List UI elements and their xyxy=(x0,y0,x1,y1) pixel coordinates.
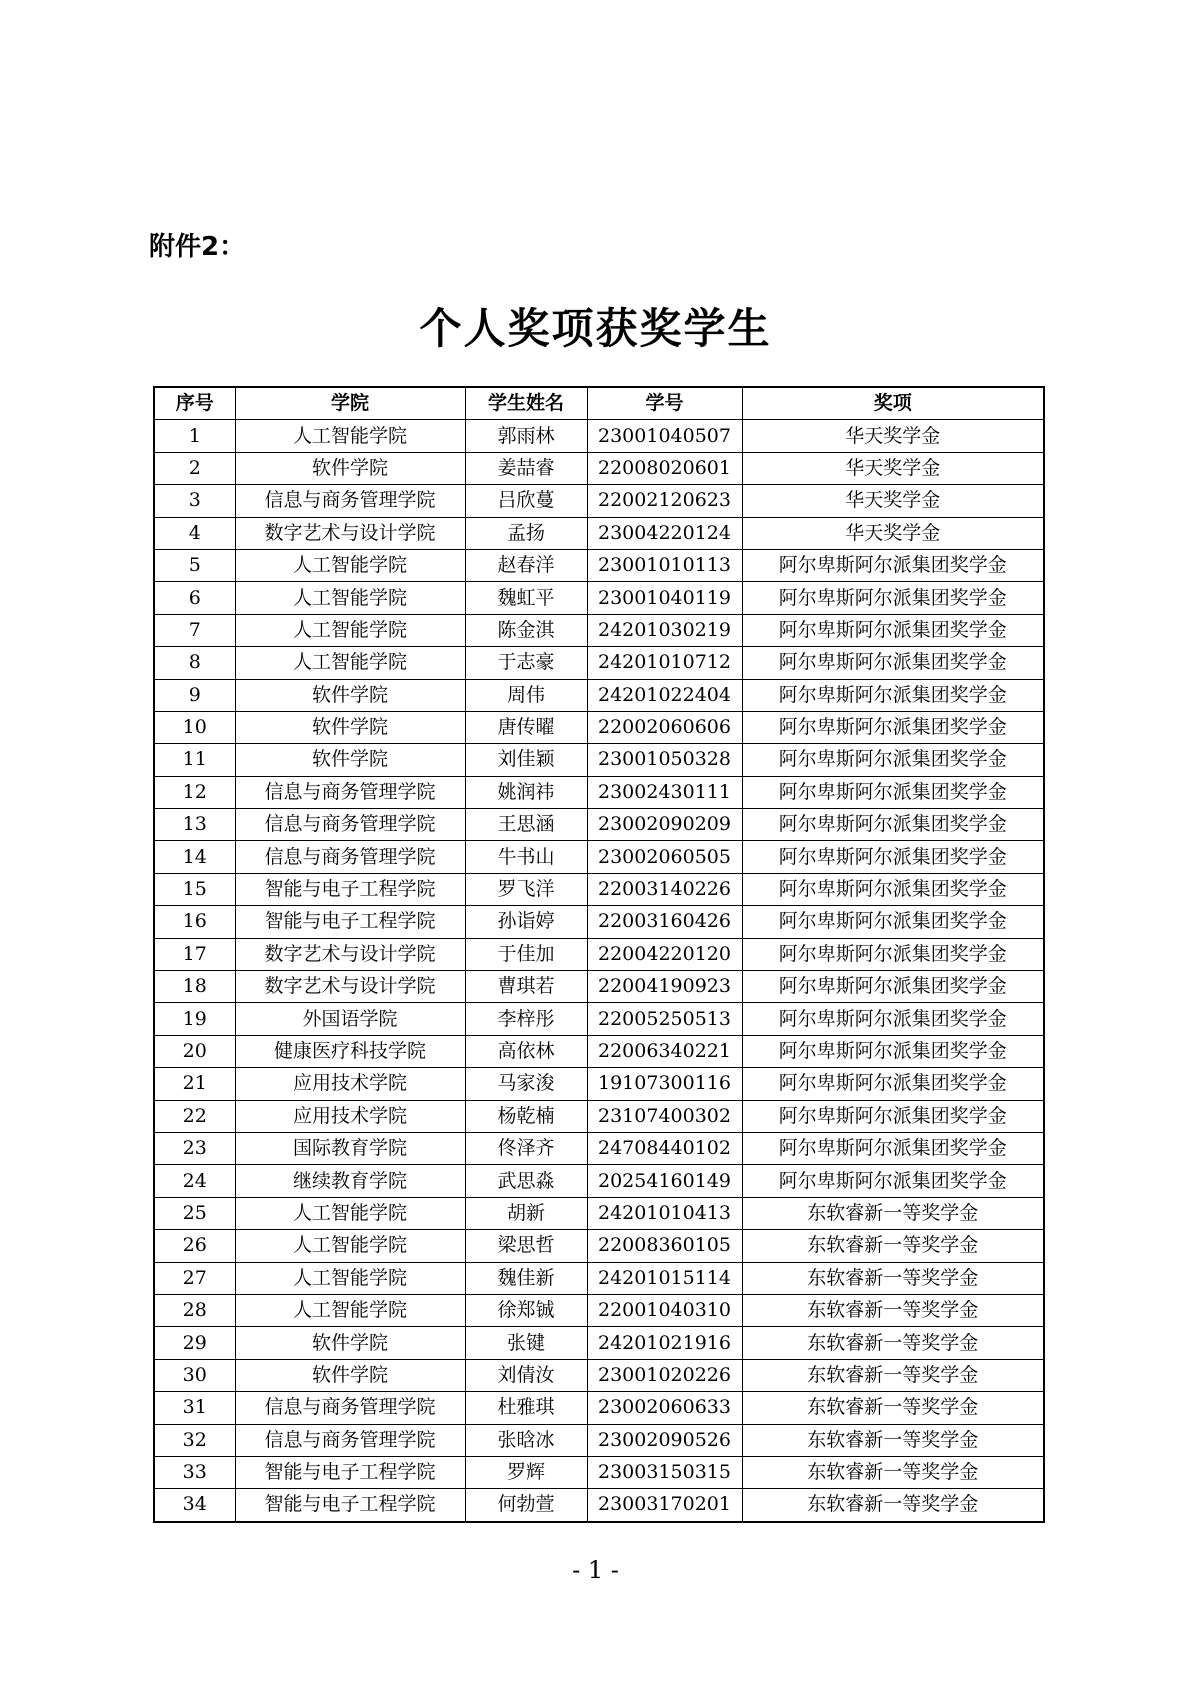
cell-award: 阿尔卑斯阿尔派集团奖学金 xyxy=(742,614,1044,646)
cell-index: 17 xyxy=(154,938,235,970)
cell-award: 阿尔卑斯阿尔派集团奖学金 xyxy=(742,906,1044,938)
cell-student-name: 吕欣蔓 xyxy=(465,485,587,517)
cell-student-id: 20254160149 xyxy=(587,1165,742,1197)
cell-college: 人工智能学院 xyxy=(235,647,465,679)
cell-student-name: 马家浚 xyxy=(465,1068,587,1100)
cell-award: 东软睿新一等奖学金 xyxy=(742,1327,1044,1359)
cell-award: 东软睿新一等奖学金 xyxy=(742,1424,1044,1456)
cell-index: 1 xyxy=(154,420,235,452)
cell-college: 应用技术学院 xyxy=(235,1068,465,1100)
cell-award: 东软睿新一等奖学金 xyxy=(742,1262,1044,1294)
cell-student-name: 杜雅琪 xyxy=(465,1392,587,1424)
cell-student-name: 王思涵 xyxy=(465,809,587,841)
cell-college: 软件学院 xyxy=(235,679,465,711)
cell-college: 人工智能学院 xyxy=(235,1197,465,1229)
cell-student-id: 23001050328 xyxy=(587,744,742,776)
cell-student-name: 周伟 xyxy=(465,679,587,711)
cell-award: 阿尔卑斯阿尔派集团奖学金 xyxy=(742,1165,1044,1197)
cell-student-name: 李梓彤 xyxy=(465,1003,587,1035)
cell-award: 阿尔卑斯阿尔派集团奖学金 xyxy=(742,1035,1044,1067)
cell-student-name: 姜喆睿 xyxy=(465,452,587,484)
cell-index: 26 xyxy=(154,1230,235,1262)
table-row xyxy=(154,485,1044,517)
cell-student-name: 胡新 xyxy=(465,1197,587,1229)
table-row xyxy=(154,1327,1044,1359)
table-row xyxy=(154,1262,1044,1294)
cell-index: 20 xyxy=(154,1035,235,1067)
cell-index: 5 xyxy=(154,549,235,581)
table-row xyxy=(154,647,1044,679)
cell-student-id: 23107400302 xyxy=(587,1100,742,1132)
cell-student-name: 陈金淇 xyxy=(465,614,587,646)
cell-index: 12 xyxy=(154,776,235,808)
cell-student-id: 19107300116 xyxy=(587,1068,742,1100)
cell-award: 阿尔卑斯阿尔派集团奖学金 xyxy=(742,744,1044,776)
table-row xyxy=(154,1035,1044,1067)
cell-student-id: 22005250513 xyxy=(587,1003,742,1035)
attachment-label: 附件2： xyxy=(149,232,246,262)
cell-index: 10 xyxy=(154,711,235,743)
cell-student-name: 刘倩汝 xyxy=(465,1359,587,1391)
cell-student-name: 杨乾楠 xyxy=(465,1100,587,1132)
table-row xyxy=(154,517,1044,549)
cell-student-name: 于志豪 xyxy=(465,647,587,679)
cell-student-id: 23001040507 xyxy=(587,420,742,452)
cell-college: 人工智能学院 xyxy=(235,420,465,452)
cell-index: 4 xyxy=(154,517,235,549)
cell-college: 信息与商务管理学院 xyxy=(235,485,465,517)
cell-student-name: 罗飞洋 xyxy=(465,873,587,905)
cell-college: 数字艺术与设计学院 xyxy=(235,971,465,1003)
cell-student-id: 22002060606 xyxy=(587,711,742,743)
cell-index: 24 xyxy=(154,1165,235,1197)
cell-college: 智能与电子工程学院 xyxy=(235,1456,465,1488)
cell-index: 21 xyxy=(154,1068,235,1100)
header-award: 奖项 xyxy=(742,387,1044,420)
cell-college: 软件学院 xyxy=(235,1359,465,1391)
cell-college: 软件学院 xyxy=(235,711,465,743)
table-row xyxy=(154,1392,1044,1424)
cell-award: 阿尔卑斯阿尔派集团奖学金 xyxy=(742,873,1044,905)
cell-college: 软件学院 xyxy=(235,452,465,484)
cell-student-id: 23003170201 xyxy=(587,1489,742,1522)
cell-index: 28 xyxy=(154,1294,235,1326)
cell-award: 阿尔卑斯阿尔派集团奖学金 xyxy=(742,1132,1044,1164)
cell-student-id: 23004220124 xyxy=(587,517,742,549)
cell-college: 人工智能学院 xyxy=(235,1230,465,1262)
cell-index: 7 xyxy=(154,614,235,646)
table-row xyxy=(154,938,1044,970)
cell-award: 东软睿新一等奖学金 xyxy=(742,1197,1044,1229)
cell-index: 11 xyxy=(154,744,235,776)
cell-award: 阿尔卑斯阿尔派集团奖学金 xyxy=(742,1003,1044,1035)
cell-award: 东软睿新一等奖学金 xyxy=(742,1392,1044,1424)
cell-student-id: 23002060633 xyxy=(587,1392,742,1424)
cell-award: 阿尔卑斯阿尔派集团奖学金 xyxy=(742,1068,1044,1100)
cell-student-id: 22002120623 xyxy=(587,485,742,517)
cell-student-name: 牛书山 xyxy=(465,841,587,873)
cell-award: 东软睿新一等奖学金 xyxy=(742,1230,1044,1262)
cell-award: 华天奖学金 xyxy=(742,485,1044,517)
cell-student-id: 23002430111 xyxy=(587,776,742,808)
cell-award: 阿尔卑斯阿尔派集团奖学金 xyxy=(742,647,1044,679)
cell-student-name: 唐传曜 xyxy=(465,711,587,743)
cell-student-id: 24201015114 xyxy=(587,1262,742,1294)
cell-student-id: 23001010113 xyxy=(587,549,742,581)
cell-award: 阿尔卑斯阿尔派集团奖学金 xyxy=(742,1100,1044,1132)
header-college: 学院 xyxy=(235,387,465,420)
cell-student-id: 24201030219 xyxy=(587,614,742,646)
cell-college: 信息与商务管理学院 xyxy=(235,1424,465,1456)
cell-award: 东软睿新一等奖学金 xyxy=(742,1456,1044,1488)
table-row xyxy=(154,1165,1044,1197)
cell-college: 软件学院 xyxy=(235,744,465,776)
cell-college: 软件学院 xyxy=(235,1327,465,1359)
table-row xyxy=(154,1197,1044,1229)
cell-student-id: 23002060505 xyxy=(587,841,742,873)
cell-college: 人工智能学院 xyxy=(235,614,465,646)
cell-student-id: 22008360105 xyxy=(587,1230,742,1262)
cell-student-name: 高依林 xyxy=(465,1035,587,1067)
cell-college: 智能与电子工程学院 xyxy=(235,906,465,938)
cell-student-name: 刘佳颖 xyxy=(465,744,587,776)
cell-college: 信息与商务管理学院 xyxy=(235,776,465,808)
cell-student-name: 张键 xyxy=(465,1327,587,1359)
cell-college: 继续教育学院 xyxy=(235,1165,465,1197)
header-student-id: 学号 xyxy=(587,387,742,420)
cell-student-name: 张晗冰 xyxy=(465,1424,587,1456)
cell-award: 华天奖学金 xyxy=(742,517,1044,549)
cell-student-id: 24201010712 xyxy=(587,647,742,679)
cell-index: 29 xyxy=(154,1327,235,1359)
cell-index: 27 xyxy=(154,1262,235,1294)
cell-student-id: 22008020601 xyxy=(587,452,742,484)
table-row xyxy=(154,841,1044,873)
cell-student-name: 孙诣婷 xyxy=(465,906,587,938)
cell-student-name: 于佳加 xyxy=(465,938,587,970)
table-row xyxy=(154,776,1044,808)
cell-award: 阿尔卑斯阿尔派集团奖学金 xyxy=(742,679,1044,711)
cell-student-id: 22006340221 xyxy=(587,1035,742,1067)
cell-student-name: 姚润祎 xyxy=(465,776,587,808)
cell-index: 19 xyxy=(154,1003,235,1035)
cell-index: 33 xyxy=(154,1456,235,1488)
cell-student-name: 罗辉 xyxy=(465,1456,587,1488)
cell-student-name: 曹琪若 xyxy=(465,971,587,1003)
cell-college: 人工智能学院 xyxy=(235,1294,465,1326)
header-index: 序号 xyxy=(154,387,235,420)
award-students-table xyxy=(153,386,1045,1523)
cell-student-id: 24708440102 xyxy=(587,1132,742,1164)
cell-college: 人工智能学院 xyxy=(235,1262,465,1294)
table-row xyxy=(154,873,1044,905)
cell-student-id: 22001040310 xyxy=(587,1294,742,1326)
cell-student-id: 24201021916 xyxy=(587,1327,742,1359)
cell-index: 8 xyxy=(154,647,235,679)
table-row xyxy=(154,1003,1044,1035)
cell-college: 信息与商务管理学院 xyxy=(235,1392,465,1424)
cell-student-id: 23002090526 xyxy=(587,1424,742,1456)
cell-index: 15 xyxy=(154,873,235,905)
cell-college: 人工智能学院 xyxy=(235,582,465,614)
cell-award: 阿尔卑斯阿尔派集团奖学金 xyxy=(742,711,1044,743)
cell-student-name: 魏虹平 xyxy=(465,582,587,614)
table-row xyxy=(154,809,1044,841)
table-row xyxy=(154,549,1044,581)
cell-college: 信息与商务管理学院 xyxy=(235,841,465,873)
cell-student-name: 徐郑铖 xyxy=(465,1294,587,1326)
table-row xyxy=(154,1359,1044,1391)
table-row xyxy=(154,1294,1044,1326)
cell-student-id: 23002090209 xyxy=(587,809,742,841)
table-row xyxy=(154,420,1044,452)
cell-college: 应用技术学院 xyxy=(235,1100,465,1132)
cell-college: 数字艺术与设计学院 xyxy=(235,517,465,549)
cell-college: 人工智能学院 xyxy=(235,549,465,581)
cell-student-name: 郭雨林 xyxy=(465,420,587,452)
cell-student-id: 22003160426 xyxy=(587,906,742,938)
cell-college: 智能与电子工程学院 xyxy=(235,873,465,905)
table-row xyxy=(154,1068,1044,1100)
cell-award: 阿尔卑斯阿尔派集团奖学金 xyxy=(742,809,1044,841)
cell-student-name: 梁思哲 xyxy=(465,1230,587,1262)
header-student-name: 学生姓名 xyxy=(465,387,587,420)
table-row xyxy=(154,679,1044,711)
cell-student-id: 24201022404 xyxy=(587,679,742,711)
cell-index: 6 xyxy=(154,582,235,614)
page-title: 个人奖项获奖学生 xyxy=(419,304,772,353)
cell-index: 34 xyxy=(154,1489,235,1522)
cell-index: 23 xyxy=(154,1132,235,1164)
table-body xyxy=(154,420,1044,1522)
cell-student-name: 武思淼 xyxy=(465,1165,587,1197)
cell-college: 信息与商务管理学院 xyxy=(235,809,465,841)
cell-award: 阿尔卑斯阿尔派集团奖学金 xyxy=(742,776,1044,808)
table-row xyxy=(154,1424,1044,1456)
cell-student-id: 22004190923 xyxy=(587,971,742,1003)
cell-college: 健康医疗科技学院 xyxy=(235,1035,465,1067)
cell-award: 东软睿新一等奖学金 xyxy=(742,1294,1044,1326)
table-row xyxy=(154,614,1044,646)
cell-index: 16 xyxy=(154,906,235,938)
cell-index: 14 xyxy=(154,841,235,873)
table-row xyxy=(154,1456,1044,1488)
cell-index: 13 xyxy=(154,809,235,841)
cell-student-id: 23003150315 xyxy=(587,1456,742,1488)
table-row xyxy=(154,1230,1044,1262)
table-row xyxy=(154,1132,1044,1164)
cell-award: 阿尔卑斯阿尔派集团奖学金 xyxy=(742,971,1044,1003)
cell-student-name: 何勃萱 xyxy=(465,1489,587,1522)
cell-college: 智能与电子工程学院 xyxy=(235,1489,465,1522)
cell-award: 阿尔卑斯阿尔派集团奖学金 xyxy=(742,549,1044,581)
cell-index: 18 xyxy=(154,971,235,1003)
cell-award: 东软睿新一等奖学金 xyxy=(742,1489,1044,1522)
cell-student-id: 23001040119 xyxy=(587,582,742,614)
cell-award: 阿尔卑斯阿尔派集团奖学金 xyxy=(742,582,1044,614)
cell-award: 华天奖学金 xyxy=(742,420,1044,452)
cell-award: 阿尔卑斯阿尔派集团奖学金 xyxy=(742,938,1044,970)
cell-college: 数字艺术与设计学院 xyxy=(235,938,465,970)
cell-college: 国际教育学院 xyxy=(235,1132,465,1164)
table-row xyxy=(154,1100,1044,1132)
cell-award: 阿尔卑斯阿尔派集团奖学金 xyxy=(742,841,1044,873)
table-row xyxy=(154,906,1044,938)
cell-student-id: 22004220120 xyxy=(587,938,742,970)
cell-index: 22 xyxy=(154,1100,235,1132)
table-header-row xyxy=(154,387,1044,420)
cell-index: 30 xyxy=(154,1359,235,1391)
table-row xyxy=(154,971,1044,1003)
table-row xyxy=(154,452,1044,484)
cell-award: 华天奖学金 xyxy=(742,452,1044,484)
cell-award: 东软睿新一等奖学金 xyxy=(742,1359,1044,1391)
page-number: - 1 - xyxy=(572,1556,619,1584)
cell-student-id: 22003140226 xyxy=(587,873,742,905)
cell-index: 9 xyxy=(154,679,235,711)
table-row xyxy=(154,711,1044,743)
cell-student-id: 24201010413 xyxy=(587,1197,742,1229)
cell-index: 32 xyxy=(154,1424,235,1456)
cell-index: 3 xyxy=(154,485,235,517)
cell-index: 2 xyxy=(154,452,235,484)
table-row xyxy=(154,1489,1044,1522)
cell-student-name: 赵春洋 xyxy=(465,549,587,581)
cell-student-id: 23001020226 xyxy=(587,1359,742,1391)
cell-index: 31 xyxy=(154,1392,235,1424)
table-row xyxy=(154,582,1044,614)
cell-student-name: 孟扬 xyxy=(465,517,587,549)
table-row xyxy=(154,744,1044,776)
cell-student-name: 佟泽齐 xyxy=(465,1132,587,1164)
cell-index: 25 xyxy=(154,1197,235,1229)
cell-student-name: 魏佳新 xyxy=(465,1262,587,1294)
cell-college: 外国语学院 xyxy=(235,1003,465,1035)
